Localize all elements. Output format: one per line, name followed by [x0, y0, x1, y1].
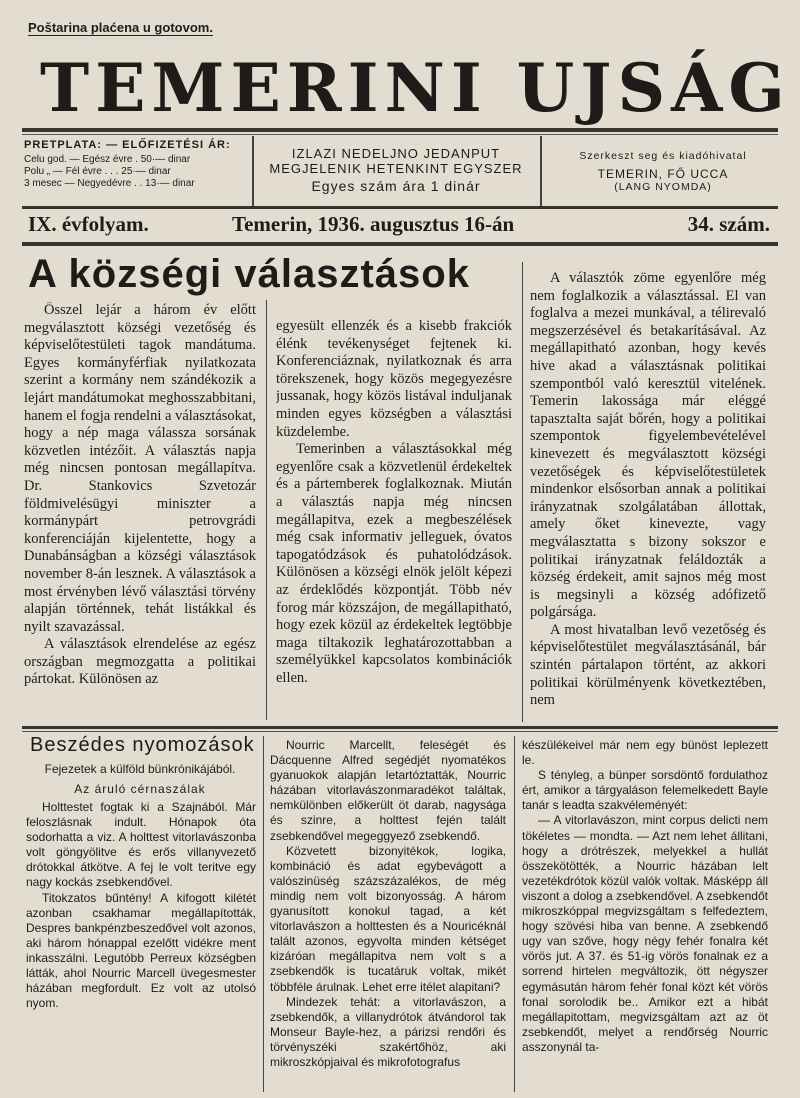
postage-note: Poštarina plaćena u gotovom.: [28, 20, 213, 35]
issue-number: 34. szám.: [687, 212, 770, 236]
paragraph: — A vitorlavászon, mint corpus delicti nem tökéletes — mondta. — Azt nem lehet állitani, hogy a drótrészek, melyekkel a hullát összekötötték, a Nourric házában lelt vezetékdrótok közül valók voltak. Másképp áll viszont a dolog a zsebkendővel. A zsebkendőt mikroszkóppal megvizsgáltam s felfedeztem, hogy szövési hiba van benne. A zsebkendő ugy van szőve, hogy négy fehér fonalra két vörös jut. A 37. és 51-ig vörös fonalnak ez a sorrend hirtelen megváltozik, ött négyszer egymásután három fehér fonal közt két vörös fonal sorolodik be.. Amikor ezt a hibát megállapitottam, megvizsgáltam azt az öt zsebkendőt, melyet a rendőrség Nourric asszonynál ta-: [522, 813, 768, 1054]
masthead-rule: [22, 128, 778, 132]
subscription-line: Celu god. — Egész évre . 50·— dinar: [24, 154, 191, 165]
article-2-column-2: [270, 738, 506, 1092]
paragraph: Közvetett bizonyitékok, logika, kombináció és adat egybevágott a valószinüség százszázalékos, de még mindig nem volt bizonyosság. A három gyanusított konokul tagad, a két vitorlavászon a holttesten és a Nouricéknál talált azonos, egyvolta minden kétséget kizáróan megállapitva nem volt s a zsebkendők is tucatáruk voltak, mikét többféle árulnak. Lehet erre itélet alapitani?: [270, 843, 506, 994]
paragraph: A választók zöme egyenlőre még nem foglalkozik a választással. El van foglalva a mezei munkával, a télirevaló megszerzésével és betakarításával. Az megállapitható azonban, hogy kevés hive akad a választásnak politikai szempontból való keresztül vitelének. Temerin lakossága már eléggé tapasztalta saját bőrén, hogy a politikai szempontok figyelembevételével kinevezett és megválasztott községi vezetőségek és képviselőtestületek mindenkor elsősorban annak a politikai irányzatnak szolgálatában állottak, amely őket kinevezte, vagy megválasztatta s bizony sokszor e politikai irányzatnak feláldozták a község érdekeit, amit sajnos még most is megsinyli a község adófizető polgársága.: [530, 270, 766, 621]
office-box: [548, 150, 778, 194]
column-divider: [522, 262, 523, 722]
office-line: TEMERIN, FŐ UCCA: [597, 167, 729, 181]
paragraph: Temerinben a választásokkal még egyenlőre csak a közvetlenül érdekeltek és a pártemberek foglalkoznak. Miután a választás napja még nincsen megállapitva, ezek a megbeszélések még csak informativ jelleguek, óvatos tapogatódzások és puhatolódzások. Különösen a községi elnök jelölt képezi az érdeklődés központját. Több név forog már közszájon, de megállapitható, hogy ezek közül az érdekeltek legtöbbje maga tiltakozik leghatározottabban a személyükkel kapcsolatos kombinációk ellen.: [276, 441, 512, 686]
article-separator: [22, 726, 778, 729]
article-2-section-title: Az áruló cérnaszálak: [74, 782, 206, 796]
subscription-line: Polu „ — Fél évre . . . 25·— dinar: [24, 166, 171, 177]
article-1-headline: A községi választások: [28, 252, 470, 296]
paragraph: A választások elrendelése az egész országban megmozgatta a politikai pártokat. Különösen az: [24, 636, 256, 688]
paragraph: A most hivatalban levő vezetőség és képviselőtestület megválasztásánál, bár szintén pártalapon történt, az akkori politikai körülményenk következtében, nem: [530, 621, 766, 709]
header-divider: [252, 136, 254, 206]
column-divider: [514, 736, 515, 1092]
article-2-column-1: [26, 800, 256, 1092]
paragraph: egyesült ellenzék és a kisebb frakciók élénk tevékenységet fejtenek ki. Konferenciáznak, nyilatkoznak és arra törekszenek, hogy közös megegyezésre jussanak, hogy közös listával induljanak minden egyes községben a választási küzdelembe.: [276, 318, 512, 440]
subscription-label: PRETPLATA: — ELŐFIZETÉSI ÁR:: [24, 139, 231, 151]
subscription-line: 3 mesec — Negyedévre . . 13·— dinar: [24, 178, 195, 189]
article-separator-thin: [22, 731, 778, 732]
publishing-box: [258, 146, 534, 194]
subscription-box: [24, 139, 240, 190]
article-2-headline: Beszédes nyomozások: [30, 734, 255, 756]
paragraph: készülékeivel már nem egy bünöst leplezett le.: [522, 738, 768, 768]
article-1-column-2: [276, 318, 512, 722]
publishing-line: Egyes szám ára 1 dinár: [311, 178, 481, 194]
column-divider: [266, 300, 267, 720]
paragraph: Titokzatos bűntény! A kifogott kilétét azonban csakhamar megállapították, Despres bankpénzbeszedővel volt azonos, aki három hónappal ezelőtt vidékre ment inkasszálni. Legutóbb Perreux községben látták, ahol Nourric Marcell üvegesmester házában megfordult. Ez volt az utolsó nyom.: [26, 890, 256, 1011]
dateline-rule-top: [22, 206, 778, 209]
issue-date: Temerin, 1936. augusztus 16-án: [232, 212, 515, 236]
masthead-title: TEMERINI UJSÁG: [40, 49, 791, 127]
paragraph: Holttestet fogtak ki a Szajnából. Már feloszlásnak indult. Hónapok óta sodorhatta a viz. A holttest vitorlavászonba volt göngyölitve és erős villanyvezető drótokkal átkötve. A fej le volt teritve egy nagy kockás zsebkendővel.: [26, 800, 256, 890]
article-1-column-3: [530, 270, 766, 722]
paragraph: Nourric Marcellt, feleségét és Dácquenne Alfred segédjét nyomatékos gyanuokok alapján letartóztatták, Nourric házában vitorlavászonmaradékot találtak, nemkülönben előkerült öt darab, nagysága és szinre, a holttest fején talált zsebkendővel megeggyező zsebkendő.: [270, 738, 506, 843]
article-2-column-3: [522, 738, 768, 1092]
publishing-line: IZLAZI NEDELJNO JEDANPUT: [291, 146, 501, 161]
publishing-line: MEGJELENIK HETENKINT EGYSZER: [269, 161, 523, 176]
column-divider: [263, 736, 264, 1092]
paragraph: Mindezek tehát: a vitorlavászon, a zsebkendők, a villanydrótok átvándorol tak Monseur Bayle-hez, a párizsi rendőri és törvényszéki szakértőhöz, aki mikroszkópjaival és mikrofotografus: [270, 994, 506, 1069]
paragraph: S tényleg, a bünper sorsdöntő fordulathoz ért, amikor a tárgyaláson felemelkedett Bayle tanár s leadta szakvéleményét:: [522, 768, 768, 813]
article-2-subtitle: Fejezetek a külföld bünkrónikájából.: [44, 762, 236, 776]
office-line: Szerkeszt seg és kiadóhivatal: [579, 150, 747, 162]
masthead-rule-thin: [22, 134, 778, 135]
volume: IX. évfolyam.: [28, 212, 149, 236]
dateline: [28, 212, 770, 240]
dateline-rule-bottom: [22, 242, 778, 246]
office-line: (LANG NYOMDA): [614, 181, 712, 193]
header-divider: [540, 136, 542, 206]
article-1-column-1: [24, 302, 256, 714]
paragraph: Ősszel lejár a három év előtt megválasztott községi vezetőség és képviselőtestületi tagok mandátuma. Egyes kormányférfiak nyilatkozata szerint a kormány nem szándékozik a lejárt mandátumokat meghosszabbitani, hanem el fogja rendelni a választásokat, hogy a nép maga válassza sorsának közvetlen intézőit. A választás napja még nincsen pontosan megállapítva. Dr. Stankovics Szvetozár földmivelésügyi miniszter a kormánypárt petrovgrádi konferenciáján kijelentette, hogy a Dunabánságban a községi választások november 8-án lesznek. A választások a most érvényben lévő választási törvény alapján történnek, tehát listákkal és nyilt szavazással.: [24, 302, 256, 635]
